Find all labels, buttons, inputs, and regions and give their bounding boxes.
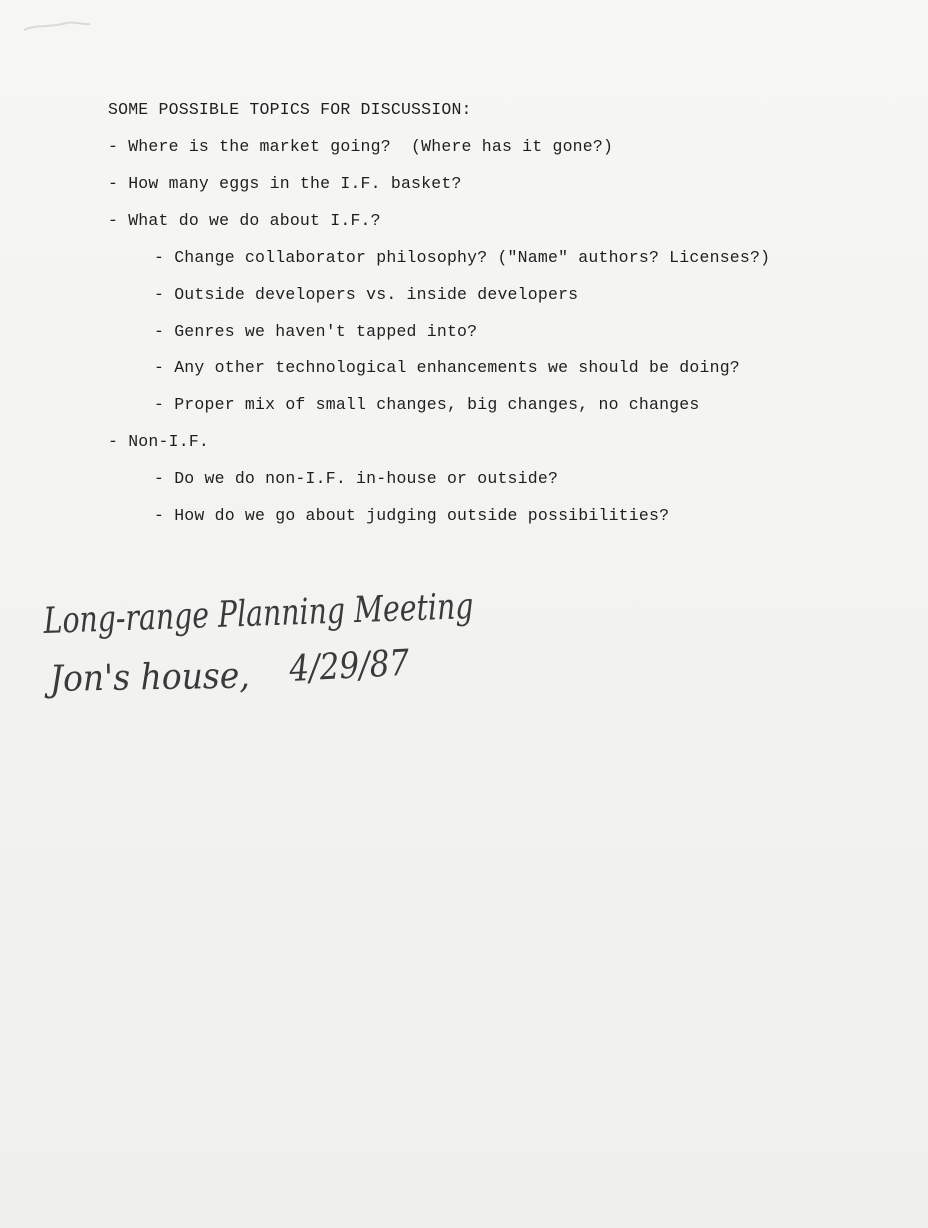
topic-line: - How many eggs in the I.F. basket?: [108, 174, 462, 193]
handwritten-date: 4/29/87: [288, 641, 430, 690]
topic-line: - Non-I.F.: [108, 432, 210, 451]
document-heading: SOME POSSIBLE TOPICS FOR DISCUSSION:: [108, 100, 472, 119]
topic-line: - Where is the market going? (Where has it gone?): [108, 137, 614, 156]
subtopic-line: - Any other technological enhancements we should be doing?: [154, 358, 740, 377]
handwritten-note: [42, 581, 591, 725]
topic-line: - What do we do about I.F.?: [108, 211, 381, 230]
subtopic-line: - How do we go about judging outside possibilities?: [154, 506, 670, 525]
subtopic-line: - Do we do non-I.F. in-house or outside?: [154, 469, 559, 488]
subtopic-line: - Genres we haven't tapped into?: [154, 322, 478, 341]
handwritten-location: Jon's house,: [49, 655, 269, 700]
subtopic-line: - Proper mix of small changes, big changes, no changes: [154, 395, 700, 414]
subtopic-line: - Outside developers vs. inside developers: [154, 285, 579, 304]
subtopic-line: - Change collaborator philosophy? ("Name" authors? Licenses?): [154, 248, 771, 267]
handwritten-title: Long-range Planning Meeting: [42, 581, 591, 642]
paper-smudge: [22, 20, 92, 34]
